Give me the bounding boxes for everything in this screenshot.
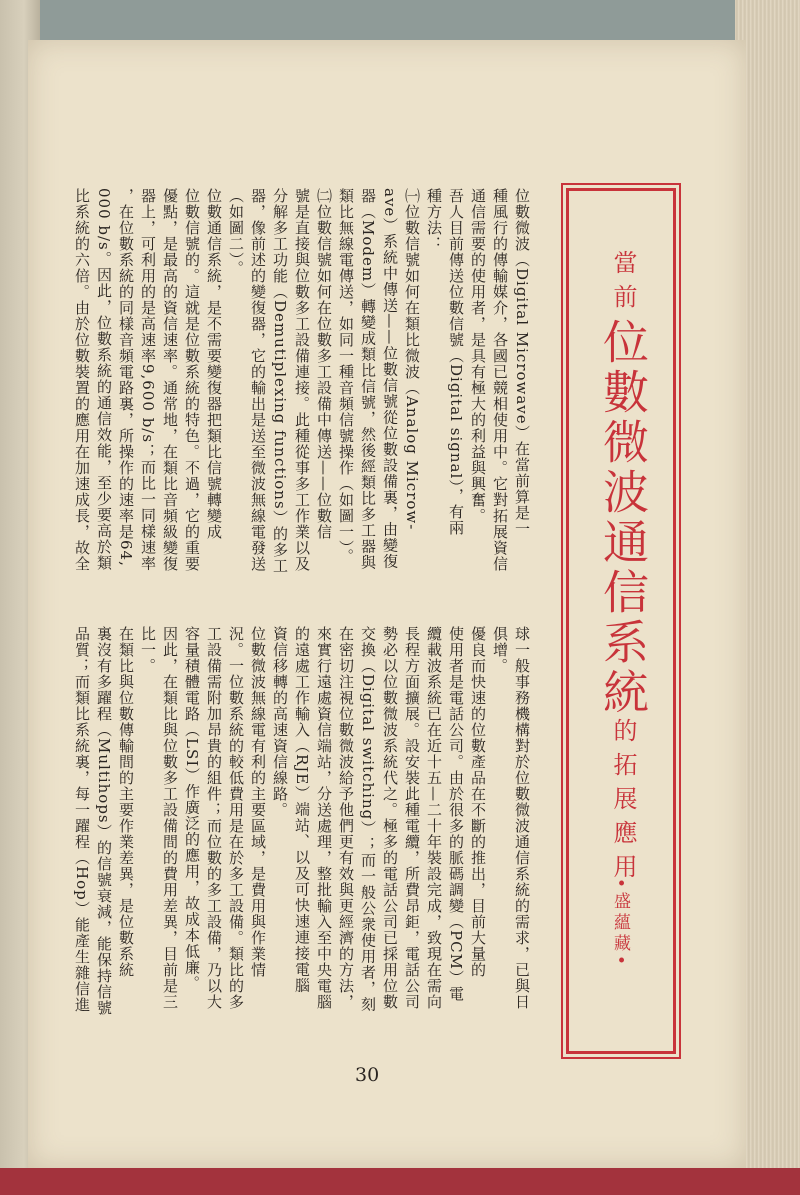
columns_upper-column: 器上，可利用的是高速率9,600 b/s；而比一同樣速率	[139, 188, 157, 572]
columns_lower-column: 球一般事務機構對於位數微波通信系統的需求，已與日	[513, 626, 531, 1010]
book-cover-bottom	[0, 1168, 800, 1195]
columns_upper-column: 優點，是最高的資信速率。通常地，在類比音頻級變復	[161, 188, 179, 572]
columns_lower-column: 的遠處工作輸入（RJE）端站、以及可快速連接電腦	[293, 626, 311, 994]
columns_upper-column: 000 b/s。因此，位數系統的通信效能，至少要高於類	[95, 188, 113, 571]
columns_upper-column: 種方法：	[425, 188, 443, 252]
columns_upper-column: ㈠位數信號如何在類比微波（Analog Microw-	[403, 188, 421, 531]
columns_lower-column: 交換（Digital switching）；而一般公衆使用者，刻	[359, 626, 377, 1013]
columns_lower-column: 位數微波無線電有利的主要區域，是費用與作業情	[249, 626, 267, 978]
columns_upper-column: 位數通信系統，是不需要變復器把類比信號轉變成	[205, 188, 223, 540]
columns_lower-column: 勢必以位數微波系統代之。極多的電話公司已採用位數	[381, 626, 399, 1010]
columns_lower-column: 因此，在類比與位數多工設備間的費用差異，目前是三	[161, 626, 179, 1010]
columns_upper-column: 號是直接與位數多工設備連接。此種從事多工作業以及	[293, 188, 311, 572]
page-number: 30	[355, 1064, 380, 1086]
columns_lower-column: 資信移轉的高速資信線路。	[271, 626, 289, 818]
columns_lower-column: 在類比與位數傳輸間的主要作業差異，是位數系統	[117, 626, 135, 978]
columns_upper-column: 位數微波（Digital Microwave）在當前算是一	[513, 188, 531, 537]
columns_lower-column: 長程方面擴展。設安裝此種電纜，所費昂鉅，電話公司	[403, 626, 421, 1010]
columns_lower-column: 品質；而類比系統裏，每一躍程（Hop）能產生雜信進	[73, 626, 91, 1013]
title-prefix: 當前	[609, 250, 637, 318]
columns_lower-column: 工設備需附加昂貴的組件；而位數的多工設備，乃以大	[205, 626, 223, 1010]
columns_lower-column: 來實行遠處資信端站，分送處理，整批輸入至中央電腦	[315, 626, 333, 1010]
columns_upper-column: 器，像前述的變復器，它的輸出是送至微波無線電發送	[249, 188, 267, 572]
columns_upper-column: 器（Modem）轉變成類比信號，然後經類比多工器與	[359, 188, 377, 571]
columns_upper-column: 位數信號的。這就是位數系統的特色。不過，它的重要	[183, 188, 201, 572]
columns_lower-column: 況。一位數系統的較低費用是在於多工設備。類比的多	[227, 626, 245, 1010]
columns_upper-column: ave）系統中傳送——位數信號從位數設備裏，由變復	[381, 188, 399, 570]
title-main: 位數微波通信系統	[596, 318, 650, 718]
columns_lower-column: 比一。	[139, 626, 157, 674]
columns_upper-column: （如圖二）。	[227, 188, 245, 277]
columns_upper-column: 比系統的六倍。由於位數裝置的應用在加速成長，故全	[73, 188, 91, 572]
article-author: •盛蘊藏•	[610, 878, 630, 970]
article-title	[598, 250, 648, 888]
columns_upper-column: 種風行的傳輸媒介，各國已競相使用中。它對拓展資信	[491, 188, 509, 572]
columns_upper-column: 通信需要的使用者，是具有極大的利益與興奮。	[469, 188, 487, 524]
columns_lower-column: 俱增。	[491, 626, 509, 674]
columns_upper-column: 分解多工功能（Demutiplexing functions）的多工	[271, 188, 289, 574]
columns_lower-column: 優良而快速的位數產品在不斷的推出，目前大量的	[469, 626, 487, 978]
columns_upper-column: ，在位數系統的同樣音頻電路裏，所操作的速率是64,	[117, 188, 135, 567]
columns_upper-column: 類比無線電傳送，如同一種音頻信號操作（如圖一）。	[337, 188, 355, 565]
columns_lower-column: 容量積體電路（LSI）作廣泛的應用，故成本低廉。	[183, 626, 201, 992]
title-suffix: 的拓展應用	[609, 718, 637, 888]
columns_upper-column: ㈡位數信號如何在位數多工設備中傳送——位數信	[315, 188, 333, 540]
columns_lower-column: 纜載波系統已在近十五—二十年裝設完成，致現在需向	[425, 626, 443, 1010]
columns_lower-column: 在密切注視位數微波給予他們更有效與更經濟的方法，	[337, 626, 355, 1010]
columns_lower-column: 使用者是電話公司。由於很多的脈碼調變（PCM）電	[447, 626, 465, 1002]
columns_lower-column: 裏沒有多躍程（Multihops）的信號衰減，能保持信號	[95, 626, 113, 1016]
columns_upper-column: 吾人目前傳送位數信號（Digital signal），有兩	[447, 188, 465, 536]
